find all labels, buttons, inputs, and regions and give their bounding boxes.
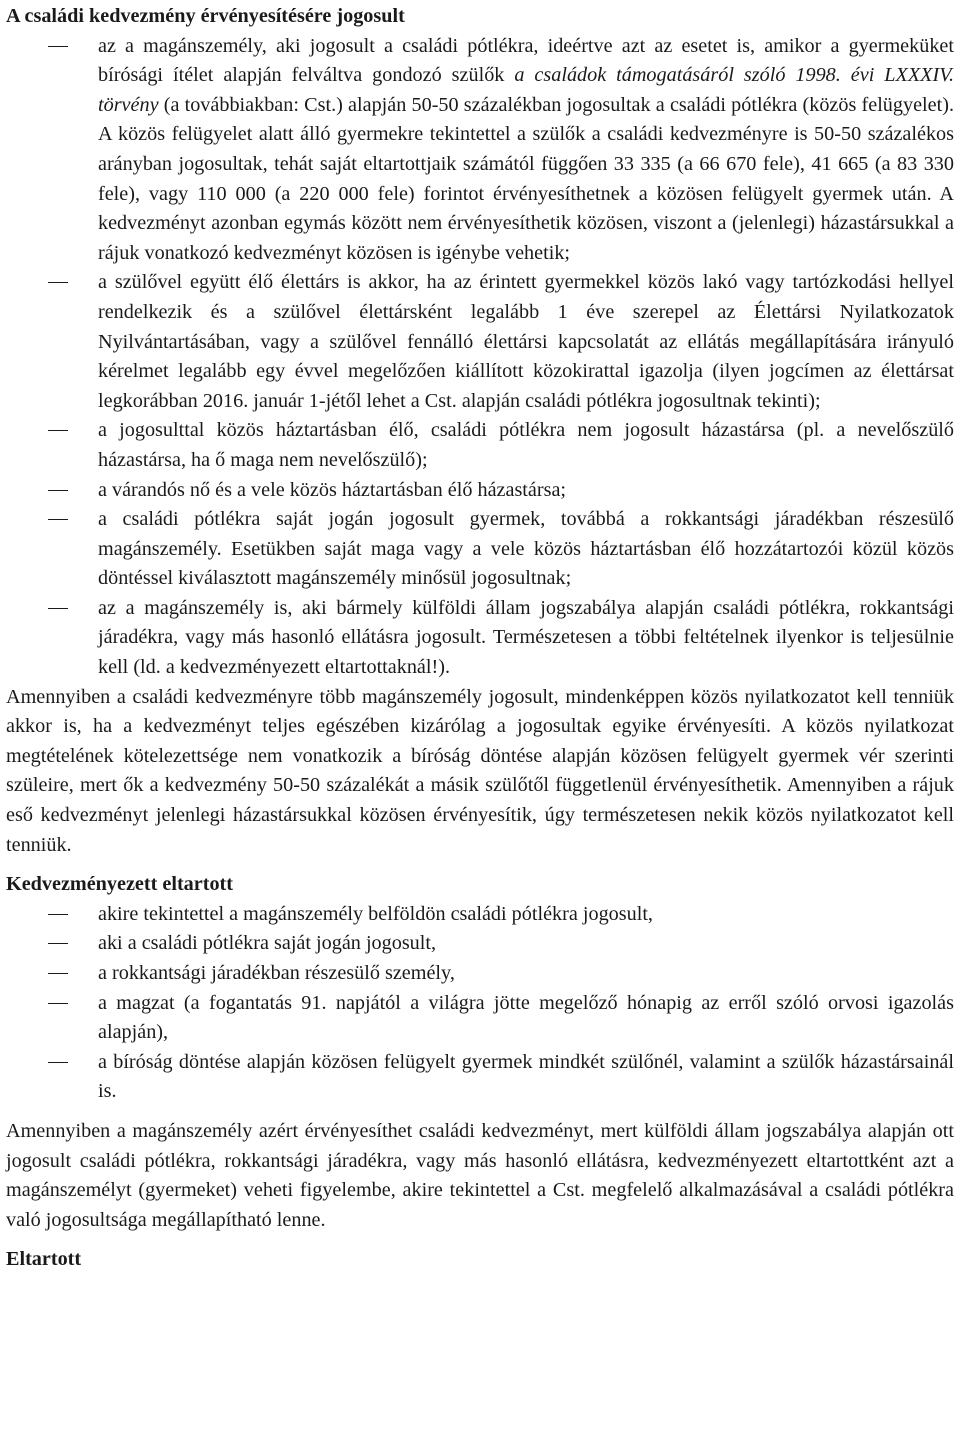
list-item: a várandós nő és a vele közös háztartásban élő házastársa;: [6, 476, 954, 506]
law-reference: a családok támogatásáról szóló 1998. évi LXXXIV. törvény: [98, 64, 954, 116]
list-item: a szülővel együtt élő élettárs is akkor, ha az érintett gyermekkel közös lakó vagy tartózkodási hellyel rendelkezik és a szülővel élettársként legalább 1 éve szerepel az Élettársi Nyilatkozatok Nyilvántartásában, vagy a szülővel fennálló élettársi kapcsolatát az ellátás megállapítására irányuló kérelmet legalább egy évvel megelőzően kiállított közokirattal igazolja (ilyen jogcímen az élettársat legkorábban 2016. január 1-jétől lehet a Cst. alapján családi pótlékra jogosultnak tekinti);: [6, 268, 954, 416]
list-item: a bíróság döntése alapján közösen felügyelt gyermek mindkét szülőnél, valamint a szülők házastársainál is.: [6, 1048, 954, 1107]
section-heading-dependant: Eltartott: [6, 1248, 82, 1271]
list-item: az a magánszemély, aki jogosult a családi pótlékra, ideértve azt az esetet is, amikor a gyermeküket bírósági ítélet alapján felváltva gondozó szülők a családok támogatásáról szóló 1998. évi LXXXIV. törvény (a továbbiakban: Cst.) alapján 50-50 százalékban jogosultak a családi pótlékra (közös felügyelet). A közös felügyelet alatt álló gyermekre tekintettel a szülők a családi kedvezményre is 50-50 százalékos arányban jogosultak, tehát saját eltartottjaik számától függően 33 335 (a 66 670 fele), 41 665 (a 83 330 fele), vagy 110 000 (a 220 000 fele) forintot érvényesíthetnek a közösen felügyelt gyermek után. A kedvezményt azonban egymás között nem érvényesíthetik közösen, viszont a (jelenlegi) házastársukkal a rájuk vonatkozó kedvezményt közösen is igénybe vehetik;: [6, 32, 954, 269]
paragraph: Amennyiben a családi kedvezményre több magánszemély jogosult, mindenképpen közös nyilatkozatot kell tenniük akkor is, ha a kedvezményt teljes egészében kizárólag a jogosultak egyike érvényesíti. A közös nyilatkozat megtételének kötelezettsége nem vonatkozik a bíróság döntése alapján közösen felügyelt gyermek vér szerinti szüleire, mert ők a kedvezmény 50-50 százalékát a másik szülőtől függetlenül érvényesíthetik. Amennyiben a rájuk eső kedvezményt jelenlegi házastársukkal közösen érvényesítik, úgy természetesen nekik közös nyilatkozatot kell tenniük.: [6, 685, 954, 856]
list-item: a jogosulttal közös háztartásban élő, családi pótlékra nem jogosult házastársa (pl. a nevelőszülő házastársa, ha ő maga nem nevelőszülő);: [6, 416, 954, 475]
section-heading-eligible: A családi kedvezmény érvényesítésére jogosult: [6, 5, 405, 27]
eligible-list: [6, 32, 954, 683]
section-heading-beneficiary: Kedvezményezett eltartott: [6, 873, 233, 896]
list-item: a rokkantsági járadékban részesülő személy,: [6, 959, 954, 989]
list-item: akire tekintettel a magánszemély belföldön családi pótlékra jogosult,: [6, 900, 954, 930]
list-item: aki a családi pótlékra saját jogán jogosult,: [6, 929, 954, 959]
list-item: a családi pótlékra saját jogán jogosult gyermek, továbbá a rokkantsági járadékban részesülő magánszemély. Esetükben saját maga vagy a vele közös háztartásban élő hozzátartozói közül közös döntéssel kiválasztott magánszemély minősül jogosultnak;: [6, 505, 954, 594]
paragraph: Amennyiben a magánszemély azért érvényesíthet családi kedvezményt, mert külföldi állam jogszabálya alapján ott jogosult családi pótlékra, rokkantsági járadékra, vagy más hasonló ellátásra, kedvezményezett eltartottként azt a magánszemélyt (gyermeket) veheti figyelembe, akire tekintettel a Cst. megfelelő alkalmazásával a családi pótlékra való jogosultsága megállapítható lenne.: [6, 1119, 954, 1231]
beneficiary-list: [6, 900, 954, 1107]
list-item: az a magánszemély is, aki bármely külföldi állam jogszabálya alapján családi pótlékra, rokkantsági járadékra, vagy más hasonló ellátásra jogosult. Természetesen a többi feltételnek ilyenkor is teljesülnie kell (ld. a kedvezményezett eltartottaknál!).: [6, 594, 954, 683]
list-item: a magzat (a fogantatás 91. napjától a világra jötte megelőző hónapig az erről szóló orvosi igazolás alapján),: [6, 989, 954, 1048]
